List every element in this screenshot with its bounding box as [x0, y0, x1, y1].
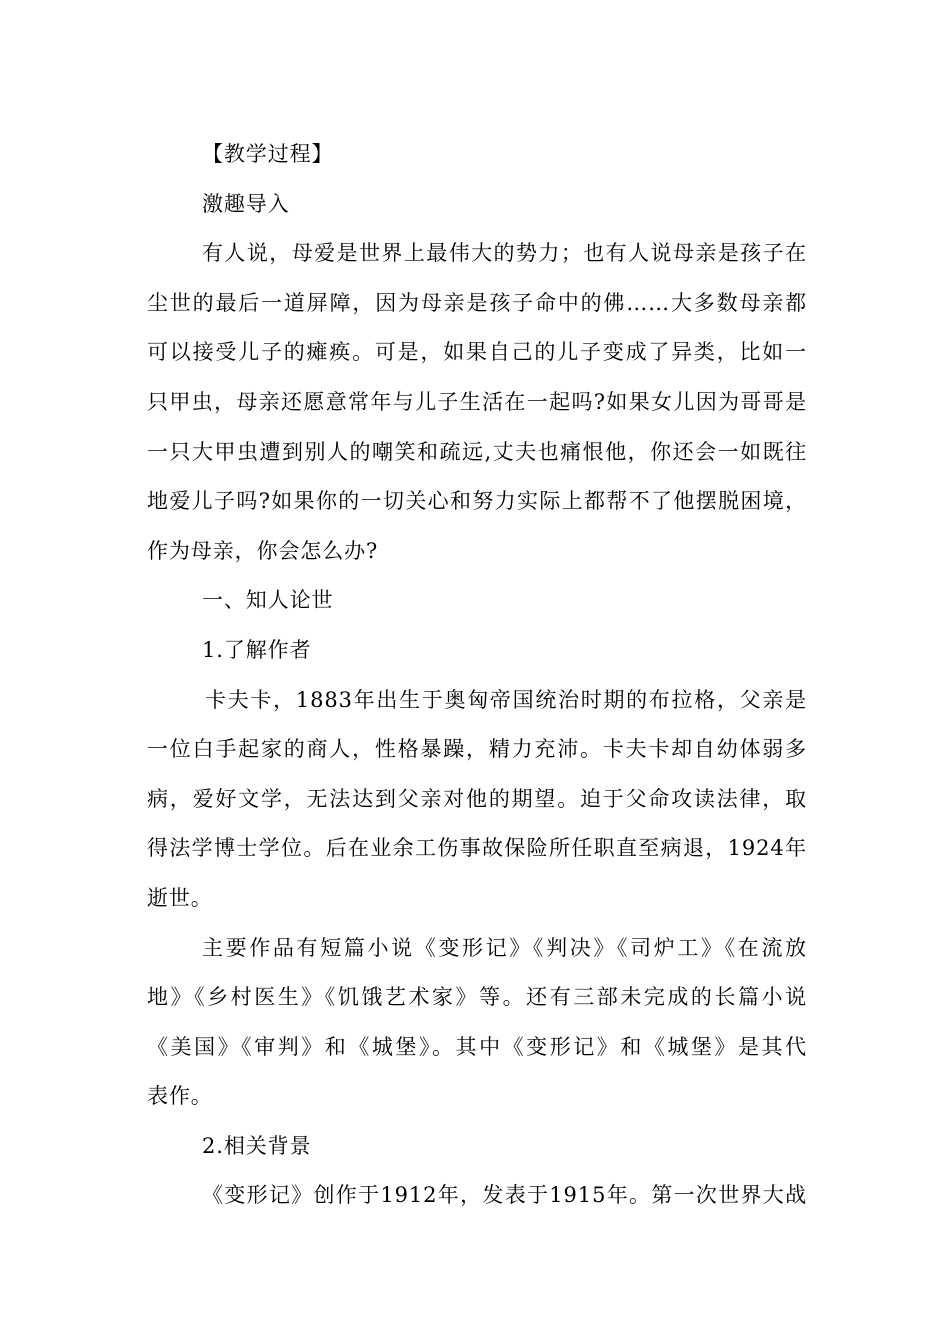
text-line: 地爱儿子吗?如果你的一切关心和努力实际上都帮不了他摆脱困境， — [147, 489, 807, 514]
text-line: 《变形记》创作于1912年，发表于1915年。第一次世界大战 — [202, 1183, 807, 1208]
text-line: 有人说，母爱是世界上最伟大的势力；也有人说母亲是孩子在 — [202, 241, 807, 266]
text-line: 《美国》《审判》和《城堡》。其中《变形记》和《城堡》是其代 — [147, 1034, 807, 1059]
text-line: 卡夫卡，1883年出生于奥匈帝国统治时期的布拉格，父亲是 — [205, 687, 807, 712]
text-line: 只甲虫，母亲还愿意常年与儿子生活在一起吗?如果女儿因为哥哥是 — [147, 389, 807, 414]
text-line: 主要作品有短篇小说《变形记》《判决》《司炉工》《在流放 — [202, 935, 807, 960]
text-line: 作为母亲，你会怎么办? — [147, 538, 379, 563]
text-line: 可以接受儿子的瘫痪。可是，如果自己的儿子变成了异类，比如一 — [147, 340, 807, 365]
text-line: 2.相关背景 — [202, 1133, 312, 1158]
text-line: 一只大甲虫遭到别人的嘲笑和疏远,丈夫也痛恨他，你还会一如既往 — [147, 439, 807, 464]
text-line: 【教学过程】 — [202, 142, 334, 166]
text-line: 激趣导入 — [202, 191, 290, 216]
text-line: 逝世。 — [147, 885, 213, 910]
document-body — [147, 130, 807, 1221]
text-line: 尘世的最后一道屏障，因为母亲是孩子命中的佛……大多数母亲都 — [147, 290, 807, 315]
text-line: 表作。 — [147, 1084, 213, 1109]
text-line: 1.了解作者 — [202, 637, 312, 662]
text-line: 地》《乡村医生》《饥饿艺术家》等。还有三部未完成的长篇小说 — [147, 985, 807, 1010]
text-line: 得法学博士学位。后在业余工伤事故保险所任职直至病退，1924年 — [147, 836, 807, 861]
text-line: 病，爱好文学，无法达到父亲对他的期望。迫于父命攻读法律，取 — [147, 786, 807, 811]
text-line: 一、知人论世 — [202, 588, 334, 613]
text-line: 一位白手起家的商人，性格暴躁，精力充沛。卡夫卡却自幼体弱多 — [147, 737, 807, 762]
